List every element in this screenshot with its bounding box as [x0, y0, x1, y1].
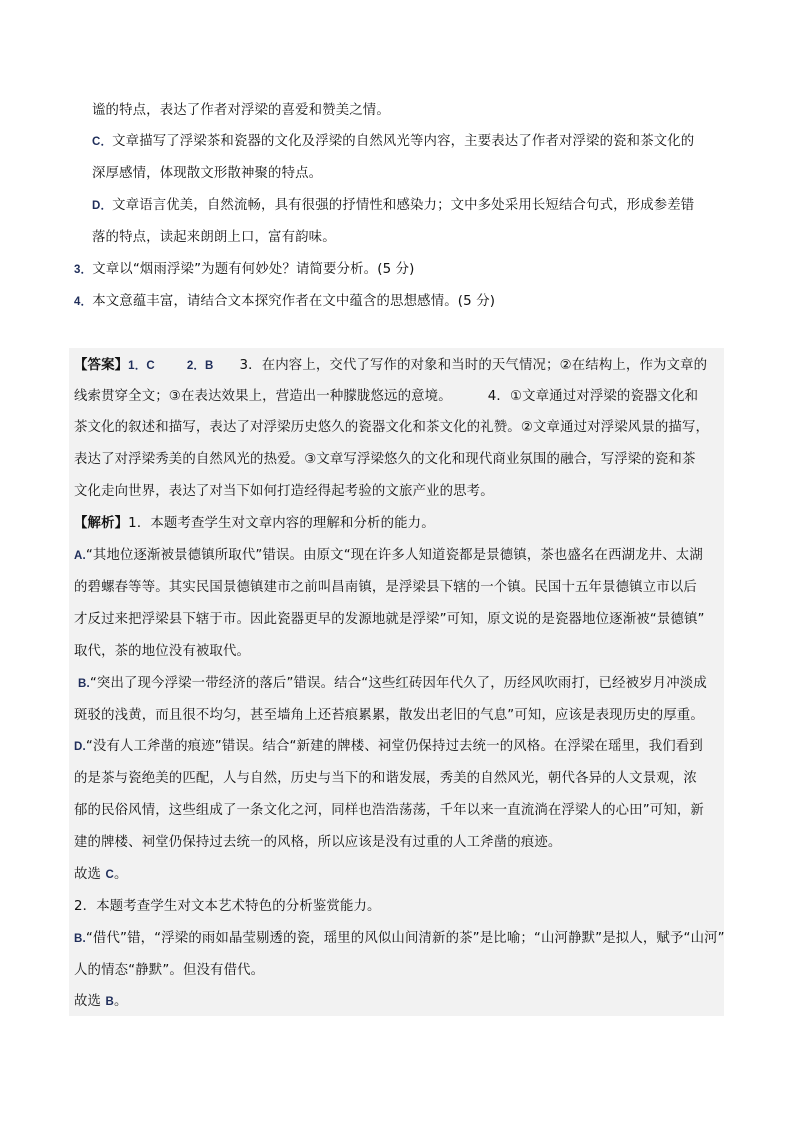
answer-3-head: 3．在内容上，交代了写作的对象和当时的天气情况；②在结构上，作为文章的 — [239, 358, 708, 373]
answer-4-head: 4．①文章通过对浮梁的瓷器文化和 — [487, 389, 699, 404]
answer-line-2: 线索贯穿全文；③在表达效果上，营造出一种朦胧悠远的意境。 4．①文章通过对浮梁的瓷器文化和 — [74, 389, 699, 404]
analysis-a-line2: 的碧螺春等等。其实民国景德镇建市之前叫昌南镇，是浮梁县下辖的一个镇。民国十五年景德镇立市以后 — [74, 580, 697, 595]
option-c-label: C． — [92, 136, 113, 148]
analysis-choose-2: 故选 B。 — [74, 994, 128, 1009]
option-d-label: D． — [92, 200, 113, 212]
question-3: 3．文章以“烟雨浮梁”为题有何妙处？请简要分析。(5 分) — [74, 262, 415, 277]
answer-2: 2．B — [186, 360, 214, 372]
analysis-intro-1: 【解析】1．本题考查学生对文章内容的理解和分析的能力。 — [74, 516, 435, 531]
analysis-intro-2: 2．本题考查学生对文本艺术特色的分析鉴赏能力。 — [74, 899, 381, 914]
analysis-b-line2: 斑驳的浅黄，而且很不均匀，甚至墙角上还苔痕累累，散发出老旧的气息”可知，应该是表现历史的厚重。 — [74, 708, 704, 723]
analysis-d-line1: D.“没有人工斧凿的痕迹”错误。结合“新建的牌楼、祠堂仍保持过去统一的风格。在浮梁在瑶里，我们看到 — [74, 739, 703, 754]
question-4: 4．本文意蕴丰富，请结合文本探究作者在文中蕴含的思想感情。(5 分) — [74, 294, 496, 309]
analysis-b2-line2: 人的情态“静默”。但没有借代。 — [74, 963, 265, 978]
answer-line-3: 茶文化的叙述和描写，表达了对浮梁历史悠久的瓷器文化和茶文化的礼赞。②文章通过对浮梁风景的描写， — [74, 420, 710, 435]
analysis-a-line3: 才反过来把浮梁县下辖于市。因此瓷器更早的发源地就是浮梁”可知，原文说的是瓷器地位逐渐被“景德镇” — [74, 612, 705, 627]
answer-line-4: 表达了对浮梁秀美的自然风光的热爱。③文章写浮梁悠久的文化和现代商业氛围的融合，写浮梁的瓷和茶 — [74, 452, 696, 467]
analysis-d-line3: 郁的民俗风情，这些组成了一条文化之河，同样也浩浩荡荡，千年以来一直流淌在浮梁人的心田”可知，新 — [74, 803, 704, 818]
analysis-b-line1: B.“突出了现今浮梁一带经济的落后”错误。结合“这些红砖因年代久了，历经风吹雨打，已经被岁月冲淡成 — [78, 676, 707, 691]
analysis-a-line1: A.“其地位逐渐被景德镇所取代”错误。由原文“现在许多人知道瓷都是景德镇，茶也盛名在西湖龙井、太湖 — [74, 548, 703, 563]
option-d-line2: 落的特点，读起来朗朗上口，富有韵味。 — [92, 230, 336, 245]
option-d-line1: D．文章语言优美，自然流畅，具有很强的抒情性和感染力；文中多处采用长短结合句式，形成参差错 — [92, 198, 695, 213]
analysis-tag: 【解析】 — [74, 516, 129, 531]
answer-line-1 — [74, 356, 707, 376]
analysis-d-line4: 建的牌楼、祠堂仍保持过去统一的风格，所以应该是没有过重的人工斧凿的痕迹。 — [74, 835, 562, 850]
option-c-line1: C．文章描写了浮梁茶和瓷器的文化及浮梁的自然风光等内容，主要表达了作者对浮梁的瓷和茶文化的 — [92, 134, 695, 149]
answer-line-5: 文化走向世界，表达了对当下如何打造经得起考验的文旅产业的思考。 — [74, 484, 494, 499]
option-c-line2: 深厚感情，体现散文形散神聚的特点。 — [92, 166, 323, 181]
analysis-d-line2: 的是茶与瓷绝美的匹配，人与自然，历史与当下的和谐发展，秀美的自然风光，朝代各异的人文景观，浓 — [74, 771, 697, 786]
analysis-choose-1: 故选 C。 — [74, 867, 128, 882]
option-b-tail: 谧的特点，表达了作者对浮梁的喜爱和赞美之情。 — [92, 103, 390, 118]
answer-1: 1．C — [128, 360, 155, 372]
analysis-b2-line1: B.“借代”错，“浮梁的雨如晶莹剔透的瓷，瑶里的风似山间清新的茶”是比喻；“山河静默”是拟人，赋予“山河” — [74, 931, 725, 946]
analysis-a-line4: 取代，茶的地位没有被取代。 — [74, 644, 251, 659]
answer-tag: 【答案】 — [74, 358, 129, 373]
